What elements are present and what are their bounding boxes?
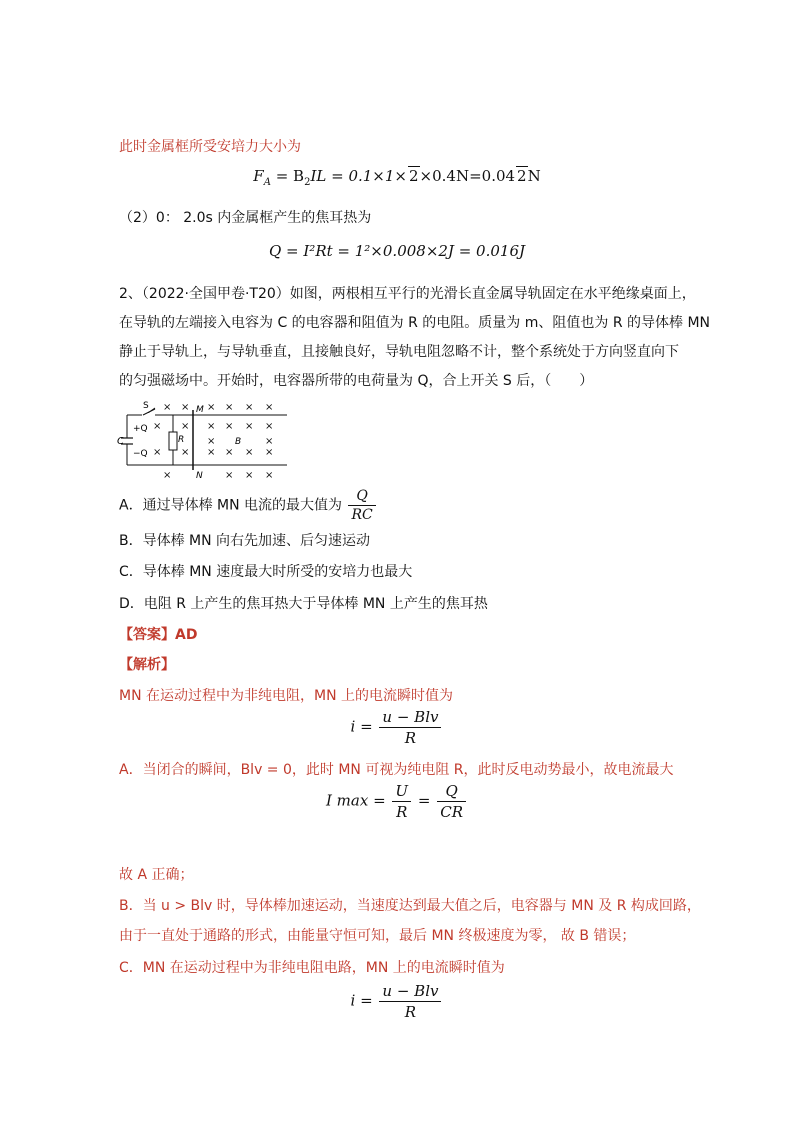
analysis-pB2: 由于一直处于通路的形式，由能量守恒可知，最后 MN 终极速度为零， 故 B 错误；: [119, 928, 636, 944]
cross: ×: [265, 447, 274, 458]
analysis-p1: MN 在运动过程中为非纯电阻，MN 上的电流瞬时值为: [119, 688, 454, 704]
current-equation-2: i = $\frac{\text{u − Blv}}{R}$: [0, 982, 794, 1021]
cross: ×: [265, 402, 274, 413]
intro-line: 此时金属框所受安培力大小为: [119, 139, 301, 155]
option-a: A．通过导体棒 MN 电流的最大值为 $\frac{Q}{RC}$: [119, 488, 378, 523]
cross: ×: [265, 470, 274, 481]
cross: ×: [245, 470, 254, 481]
cross: ×: [181, 402, 190, 413]
cross: ×: [265, 436, 274, 447]
analysis-pC: C．MN 在运动过程中为非纯电阻电路，MN 上的电流瞬时值为: [119, 960, 505, 976]
cross: ×: [225, 402, 234, 413]
cross: ×: [225, 447, 234, 458]
a-correct: 故 A 正确；: [119, 867, 194, 883]
cross: ×: [245, 421, 254, 432]
analysis-title: 【解析】: [119, 657, 175, 673]
cross: ×: [163, 402, 172, 413]
cross: ×: [181, 447, 190, 458]
label-c: C: [117, 436, 124, 447]
label-s: S: [143, 401, 149, 411]
cross: ×: [207, 447, 216, 458]
option-c: C．导体棒 MN 速度最大时所受的安培力也最大: [119, 564, 413, 580]
cross: ×: [245, 447, 254, 458]
label-m: M: [196, 405, 204, 415]
ampere-force-equation: $F_A = B_2IL = 0.1\times 1\times 2\times 0.4N=0.04$ 2N: [253, 167, 541, 188]
cross: ×: [207, 436, 216, 447]
label-r: R: [178, 435, 185, 445]
cross: ×: [225, 470, 234, 481]
answer: 【答案】AD: [119, 627, 198, 643]
cross: ×: [245, 402, 254, 413]
cross: ×: [163, 470, 172, 481]
question-line-3: 静止于导轨上，与导轨垂直，且接触良好，导轨电阻忽略不计，整个系统处于方向竖直向下: [119, 344, 679, 360]
label-plus-q: +Q: [133, 424, 148, 434]
cross: ×: [225, 421, 234, 432]
label-b: B: [235, 437, 242, 447]
circuit-diagram: [115, 398, 295, 482]
cross: ×: [153, 421, 162, 432]
cross: ×: [207, 402, 216, 413]
imax-equation: I max = $\frac{U}{R}$ = $\frac{Q}{CR}$: [0, 782, 794, 821]
label-n: N: [196, 471, 203, 481]
cross: ×: [153, 447, 162, 458]
current-equation-1: i = $\frac{\text{u − Blv}}{R}$: [0, 708, 794, 747]
option-b: B．导体棒 MN 向右先加速、后匀速运动: [119, 533, 371, 549]
analysis-pB1: B．当 u > Blv 时，导体棒加速运动，当速度达到最大值之后，电容器与 MN 及 R 构成回路，: [119, 898, 701, 914]
question-line-1: 2、（2022·全国甲卷·T20）如图，两根相互平行的光滑长直金属导轨固定在水平绝缘桌面上，: [119, 286, 696, 302]
cross: ×: [265, 421, 274, 432]
analysis-pA: A．当闭合的瞬间，Blv = 0，此时 MN 可视为纯电阻 R，此时反电动势最小，故电流最大: [119, 762, 674, 778]
joule-heat-equation: Q = I²Rt = 1²×0.008×2J = 0.016J: [268, 242, 526, 260]
question-line-2: 在导轨的左端接入电容为 C 的电容器和阻值为 R 的电阻。质量为 m、阻值也为 R 的导体棒 MN: [119, 315, 711, 331]
option-d: D．电阻 R 上产生的焦耳热大于导体棒 MN 上产生的焦耳热: [119, 596, 488, 612]
cross: ×: [207, 421, 216, 432]
sub-question-2: （2）0： 2.0s 内金属框产生的焦耳热为: [119, 210, 372, 226]
label-minus-q: −Q: [133, 449, 148, 459]
question-line-4: 的匀强磁场中。开始时，电容器所带的电荷量为 Q，合上开关 S 后，（ ）: [119, 373, 594, 389]
cross: ×: [181, 421, 190, 432]
